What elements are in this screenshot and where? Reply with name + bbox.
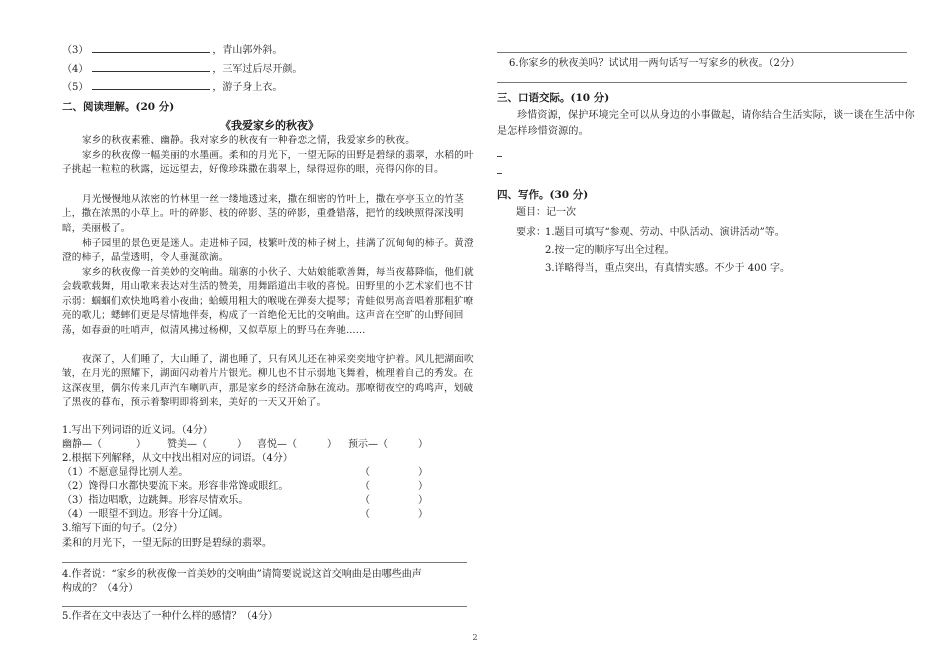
answer-mark[interactable] (497, 156, 502, 157)
answer-parens[interactable]: （ ） (360, 495, 428, 506)
question-6-prompt: 6.你家乡的秋夜美吗？试试用一两句话写一写家乡的秋夜。（2分） (509, 58, 800, 69)
question-2-item-4: （4）一眼望不到边。形容十分辽阔。 (62, 509, 229, 520)
passage-paragraph-4: 柿子园里的景色更是迷人。走进柿子园，枝繁叶茂的柿子树上，挂满了沉甸甸的柿子。黄澄澄的柿子，晶莹透明，令人垂涎欲滴。 (62, 238, 474, 264)
question-3-prompt: 3.缩写下面的句子。（2分） (62, 523, 183, 534)
passage-paragraph-5: 家乡的秋夜像一首美妙的交响曲。瑞寨的小伙子、大姑娘能歌善舞，每当夜幕降临，他们就会载歌载舞，用山歌来表达对生活的赞美，用舞蹈道出丰收的喜悦。田野里的小艺术家们也不甘示弱：蝈蝈们欢快地鸣着小夜曲；蛤蟆用粗大的喉咙在弹奏大提琴；青蛙似男高音唱着那粗犷嘹亮的歌儿；蟋蟀们更是尽情地伴奏，构成了一首绝伦无比的交响曲。这声音在空旷的山野间回荡，如春蚕的吐哨声，似清风拂过杨柳，又似草原上的野马在奔驰…… (62, 267, 474, 336)
section-heading-reading: 二、阅读理解。(20 分) (62, 101, 175, 113)
section-heading-writing: 四、写作。(30 分) (497, 189, 589, 201)
poem-line-5: （5） ，游子身上衣。 (62, 79, 282, 95)
passage-paragraph-2: 家乡的秋夜像一幅美丽的水墨画。柔和的月光下，一望无际的田野是碧绿的翡翠，水稻的叶子挑起一粒粒的秋露，远远望去，好像珍珠撒在翡翠上，绿得逗你的眼，亮得闪你的目。 (62, 150, 474, 176)
poem-line-4: （4） ，三军过后尽开颜。 (62, 61, 302, 77)
answer-line[interactable] (497, 52, 907, 53)
passage-paragraph-3: 月光慢慢地从浓密的竹林里一丝一缕地透过来，撒在细密的竹叶上，撒在亭亭玉立的竹茎上，撒在浓黑的小草上。叶的碎影、枝的碎影、茎的碎影，重叠错落，把竹的线映照得深浅明暗，美丽极了。 (62, 194, 464, 234)
question-3-sentence: 柔和的月光下，一望无际的田野是碧绿的翡翠。 (62, 538, 272, 549)
question-1-prompt: 1.写出下列词语的近义词。（4分） (62, 425, 213, 436)
section-heading-speaking: 三、口语交际。(10 分) (497, 92, 610, 104)
answer-line[interactable] (497, 82, 907, 83)
answer-line[interactable] (62, 562, 467, 563)
question-5-prompt: 5.作者在文中表达了一种什么样的感情？（4分） (62, 611, 278, 622)
question-2-item-2: （2）馋得口水都快要流下来。形容非常馋或眼红。 (62, 481, 289, 492)
answer-parens[interactable]: （ ） (360, 509, 428, 520)
question-4-prompt-line1: 4.作者说：“家乡的秋夜像一首美妙的交响曲”请简要说说这首交响曲是由哪些曲声 (62, 569, 422, 580)
speaking-prompt: 珍惜资源，保护环境完全可以从身边的小事做起，请你结合生活实际，谈一谈在生活中你是怎样珍惜资源的。 (497, 110, 915, 137)
answer-blank[interactable] (92, 79, 210, 90)
answer-line[interactable] (62, 606, 467, 607)
answer-blank[interactable] (92, 42, 210, 53)
page-number: 2 (472, 633, 478, 642)
answer-parens[interactable]: （ ） (360, 481, 428, 492)
answer-mark[interactable] (497, 173, 502, 174)
question-1-items: 幽静—（ ） (62, 439, 146, 450)
requirement-1: 1.题目可填写“参观、劳动、中队活动、演讲活动”等。 (545, 227, 785, 238)
passage-paragraph-6: 夜深了，人们睡了，大山睡了，湖也睡了，只有风儿还在神采奕奕地守护着。风儿把湖面吹皱，在月光的照耀下，湖面闪动着片片银光。柳儿也不甘示弱地飞舞着，梳理着自己的秀发。在这深夜里，偶尔传来几声汽车喇叭声，那是家乡的经济命脉在流动。那嘹彻夜空的鸡鸣声，划破了黑夜的暮布，预示着黎明即将到来，美好的一天又开始了。 (62, 354, 474, 409)
passage-title: 《我爱家乡的秋夜》 (220, 119, 319, 132)
question-2-item-3: （3）指边唱歌，边跳舞。形容尽情欢乐。 (62, 495, 249, 506)
answer-blank[interactable] (92, 61, 210, 72)
question-4-prompt-line2: 构成的？（4分） (62, 583, 139, 594)
requirement-3: 3.详略得当，重点突出，有真情实感。不少于 400 字。 (545, 263, 790, 274)
passage-paragraph-1: 家乡的秋夜素雅、幽静。我对家乡的秋夜有一种眷恋之情，我爱家乡的秋夜。 (82, 135, 415, 146)
answer-parens[interactable]: （ ） (360, 467, 428, 478)
writing-topic: 题目：记一次 (516, 207, 576, 218)
question-2-prompt: 2.根据下列解释，从文中找出相对应的词语。（4分） (62, 453, 293, 464)
requirement-2: 2.按一定的顺序写出全过程。 (545, 245, 675, 256)
question-2-item-1: （1）不愿意显得比别人差。 (62, 467, 189, 478)
poem-line-3: （3） ，青山郭外斜。 (62, 42, 282, 58)
requirements-label: 要求： (516, 227, 546, 238)
